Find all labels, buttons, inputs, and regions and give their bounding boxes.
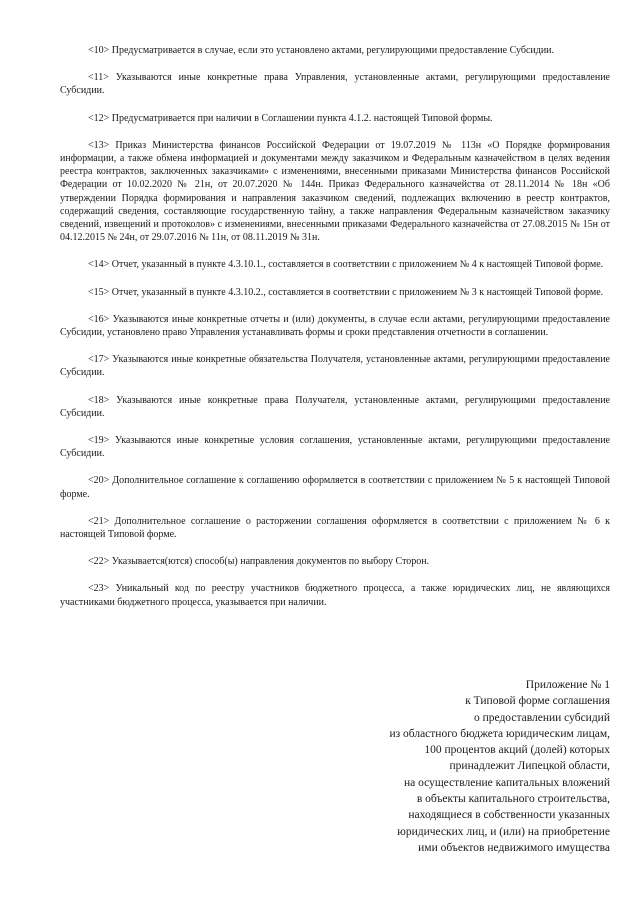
- annex-line: к Типовой форме соглашения: [465, 695, 610, 708]
- footnote-18: <18> Указываются иные конкретные права Получателя, установленные актами, регулирующими предоставление Субсидии.: [60, 394, 610, 419]
- footnote-11: <11> Указываются иные конкретные права Управления, установленные актами, регулирующими предоставление Субсидии.: [60, 72, 610, 97]
- footnote-16: <16> Указываются иные конкретные отчеты и (или) документы, в случае если актами, регулирующими предоставление Субсидии, установлено право Управления устанавливать формы и сроки представления отчетности в соглашении.: [60, 313, 610, 339]
- footnote-13: <13> Приказ Министерства финансов Российской Федерации от 19.07.2019 № 113н «О Порядке формирования информации, а также обмена информацией и документами между заказчиком и Федеральным казначейством в целях ведения реестра контрактов, заключенных заказчиками» с изменениями, внесенными приказами Министерства финансов Российской Федерации от 10.02.2020 № 21н, от 20.07.2020 № 144н. Приказ Федерального казначейства от 28.11.2014 № 18н «Об утверждении Порядка формирования и направления заказчиком сведений, подлежащих включению в реестр контрактов, содержащий сведения, составляющие государственную тайну, а также направления Федеральным казначейством заказчику сведений, извещений и протоколов» с изменениями, внесенными приказами Федерального казначейства от 27.08.2015 № 15н от 04.12.2015 № 24н, от 29.07.2016 № 11н, от 08.11.2019 № 31н.: [60, 139, 610, 244]
- footnote-14: <14> Отчет, указанный в пункте 4.3.10.1., составляется в соответствии с приложением № 4 к настоящей Типовой форме.: [88, 259, 604, 271]
- footnotes-section: [60, 44, 610, 623]
- annex-line: на осуществление капитальных вложений: [403, 776, 610, 789]
- annex-line: юридических лиц, и (или) на приобретение: [397, 825, 610, 838]
- footnote-10: <10> Предусматривается в случае, если это установлено актами, регулирующими предоставление Субсидии.: [88, 45, 555, 56]
- footnote-17: <17> Указываются иные конкретные обязательства Получателя, установленные актами, регулирующими предоставление Субсидии.: [60, 354, 610, 379]
- annex-line: принадлежит Липецкой области,: [449, 760, 610, 773]
- annex-line: в объекты капитального строительства,: [416, 793, 610, 806]
- footnote-20: <20> Дополнительное соглашение к соглашению оформляется в соответствии с приложением № 5 к настоящей Типовой форме.: [60, 475, 610, 500]
- annex-line: 100 процентов акций (долей) которых: [424, 744, 610, 757]
- footnote-21: <21> Дополнительное соглашение о расторжении соглашения оформляется в соответствии с приложением № 6 к настоящей Типовой форме.: [60, 515, 610, 541]
- annex-line: из областного бюджета юридическим лицам,: [389, 727, 610, 740]
- annex-header: [310, 677, 610, 856]
- annex-line: находящиеся в собственности указанных: [408, 809, 610, 822]
- footnote-23: <23> Уникальный код по реестру участников бюджетного процесса, а также юридических лиц, не являющихся участниками бюджетного процесса, указывается при наличии.: [60, 583, 610, 608]
- annex-line: о предоставлении субсидий: [473, 711, 610, 724]
- annex-title: Приложение № 1: [525, 679, 610, 691]
- footnote-12: <12> Предусматривается при наличии в Соглашении пункта 4.1.2. настоящей Типовой формы.: [88, 112, 493, 124]
- annex-line: ими объектов недвижимого имущества: [418, 841, 610, 854]
- footnote-15: <15> Отчет, указанный в пункте 4.3.10.2., составляется в соответствии с приложением № 3 к настоящей Типовой форме.: [88, 286, 604, 298]
- footnote-19: <19> Указываются иные конкретные условия соглашения, установленные актами, регулирующими предоставление Субсидии.: [60, 435, 610, 460]
- footnote-22: <22> Указывается(ются) способ(ы) направления документов по выбору Сторон.: [88, 556, 430, 568]
